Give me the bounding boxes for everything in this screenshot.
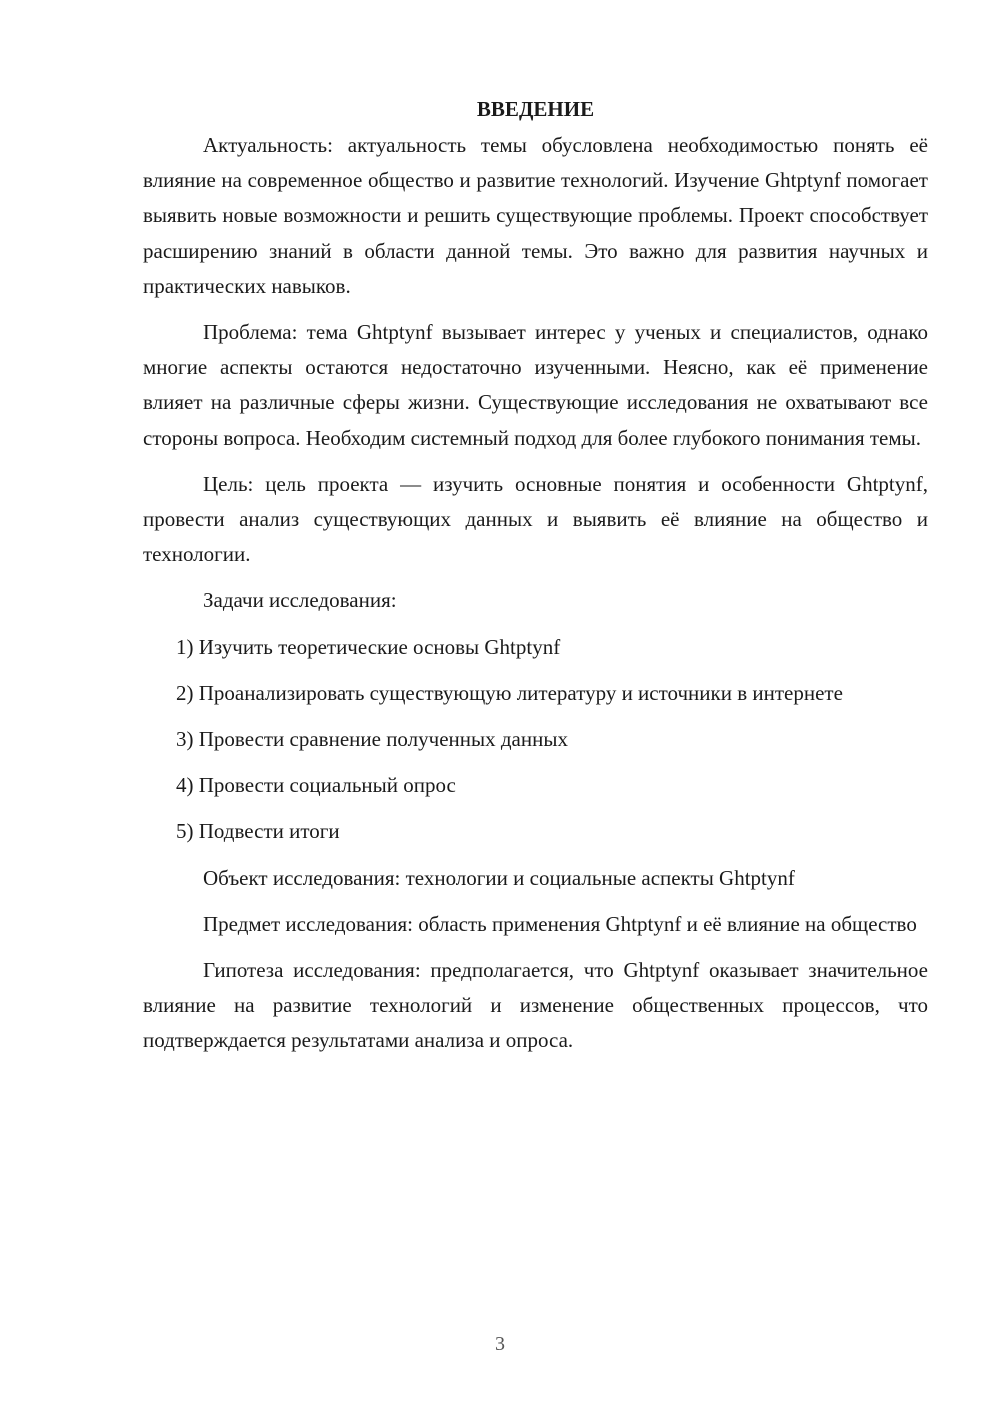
relevance-paragraph: Актуальность: актуальность темы обусловлена необходимостью понять её влияние на современное общество и развитие технологий. Изучение Ghtptynf помогает выявить новые возможности и решить существующие проблемы. Проект способствует расширению знаний в области данной темы. Это важно для развития научных и практических навыков. bbox=[143, 133, 928, 298]
object-paragraph: Объект исследования: технологии и социальные аспекты Ghtptynf bbox=[203, 865, 795, 890]
tasks-heading: Задачи исследования: bbox=[203, 588, 397, 613]
task-item-3: 3) Провести сравнение полученных данных bbox=[176, 727, 568, 752]
task-item-4: 4) Провести социальный опрос bbox=[176, 773, 456, 798]
task-item-5: 5) Подвести итоги bbox=[176, 819, 340, 844]
task-item-1: 1) Изучить теоретические основы Ghtptynf bbox=[176, 634, 561, 659]
document-page bbox=[143, 92, 928, 1059]
task-item-2: 2) Проанализировать существующую литературу и источники в интернете bbox=[176, 680, 843, 705]
goal-paragraph: Цель: цель проекта — изучить основные понятия и особенности Ghtptynf, провести анализ существующих данных и выявить её влияние на общество и технологии. bbox=[143, 471, 928, 567]
problem-paragraph: Проблема: тема Ghtptynf вызывает интерес у ученых и специалистов, однако многие аспекты остаются недостаточно изученными. Неясно, как её применение влияет на различные сферы жизни. Существующие исследования не охватывают все стороны вопроса. Необходим системный подход для более глубокого понимания темы. bbox=[143, 320, 928, 450]
section-title: ВВЕДЕНИЕ bbox=[476, 97, 595, 121]
subject-paragraph: Предмет исследования: область применения Ghtptynf и её влияние на общество bbox=[203, 911, 917, 936]
page-number: 3 bbox=[495, 1333, 505, 1355]
hypothesis-paragraph: Гипотеза исследования: предполагается, что Ghtptynf оказывает значительное влияние на развитие технологий и изменение общественных процессов, что подтверждается результатами анализа и опроса. bbox=[143, 958, 928, 1053]
